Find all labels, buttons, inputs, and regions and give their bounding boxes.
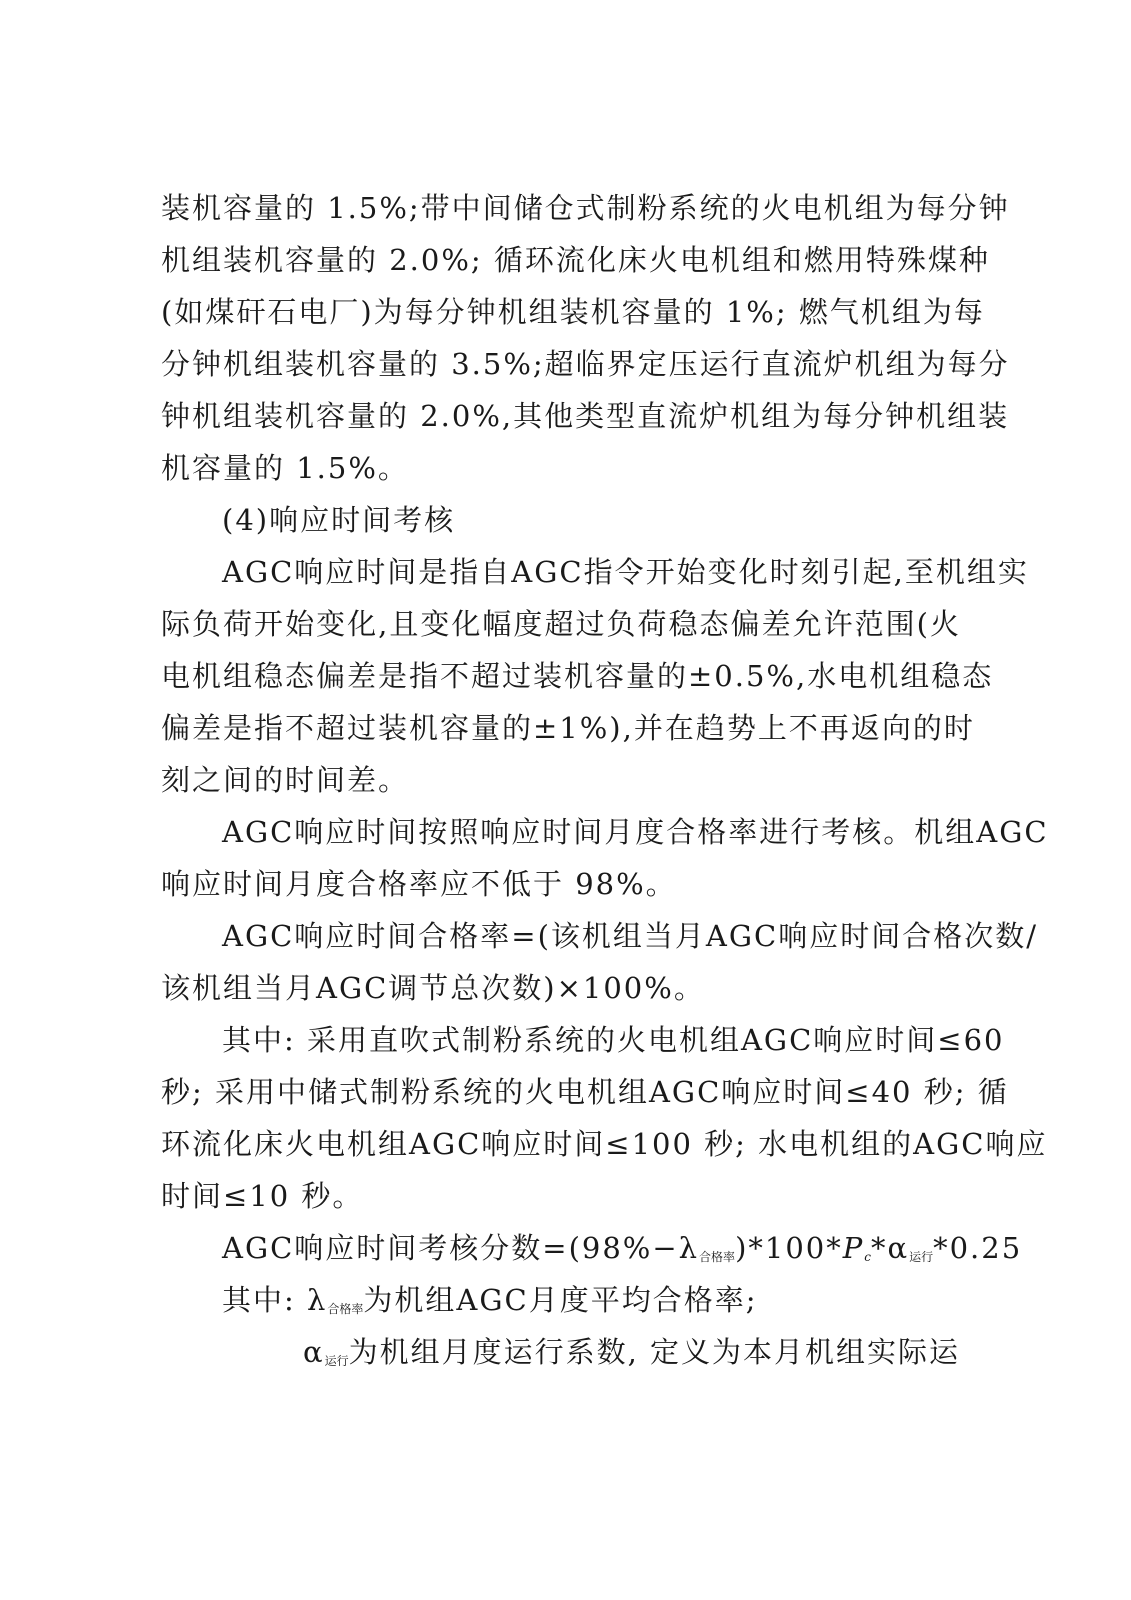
para2-line2: 际负荷开始变化,且变化幅度超过负荷稳态偏差允许范围(火 (161, 607, 961, 641)
para4-line1: AGC响应时间合格率=(该机组当月AGC响应时间合格次数/ (222, 919, 1038, 953)
formula-pc-sub: c (864, 1250, 871, 1264)
lambda-prefix: 其中: λ (222, 1283, 328, 1317)
formula-part3: *α (870, 1231, 910, 1265)
lambda-definition (222, 1270, 961, 1330)
lambda-text: 为机组AGC月度平均合格率; (363, 1283, 758, 1317)
score-formula (222, 1218, 1023, 1278)
para4-line2: 该机组当月AGC调节总次数)×100%。 (161, 971, 705, 1005)
para5-line2: 秒; 采用中储式制粉系统的火电机组AGC响应时间≤40 秒; 循 (161, 1075, 1009, 1109)
lambda-sub: 合格率 (327, 1302, 364, 1316)
para1-line6: 机容量的 1.5%。 (161, 451, 409, 485)
formula-pc: P (842, 1231, 865, 1265)
alpha-sub: 运行 (324, 1354, 349, 1368)
para3-line2: 响应时间月度合格率应不低于 98%。 (161, 867, 677, 901)
formula-part1: AGC响应时间考核分数=(98%−λ (222, 1231, 700, 1265)
alpha-prefix: α (303, 1335, 325, 1369)
formula-part2: )*100* (735, 1231, 843, 1265)
alpha-definition (303, 1322, 961, 1382)
alpha-text: 为机组月度运行系数, 定义为本月机组实际运 (348, 1335, 961, 1369)
formula-part4: *0.25 (933, 1231, 1023, 1265)
para3-line1: AGC响应时间按照响应时间月度合格率进行考核。机组AGC (222, 815, 1049, 849)
para5-line1: 其中: 采用直吹式制粉系统的火电机组AGC响应时间≤60 (222, 1023, 1005, 1057)
formula-sub-running: 运行 (909, 1250, 934, 1264)
para1-line3: (如煤矸石电厂)为每分钟机组装机容量的 1%; 燃气机组为每 (161, 295, 985, 329)
formula-sub-pass-rate: 合格率 (699, 1250, 736, 1264)
para1-line5: 钟机组装机容量的 2.0%,其他类型直流炉机组为每分钟机组装 (161, 399, 1010, 433)
para1-line2: 机组装机容量的 2.0%; 循环流化床火电机组和燃用特殊煤种 (161, 243, 990, 277)
para2-line4: 偏差是指不超过装机容量的±1%),并在趋势上不再返向的时 (161, 711, 975, 745)
para5-line4: 时间≤10 秒。 (161, 1179, 364, 1213)
section-heading-response-time: (4)响应时间考核 (222, 503, 456, 537)
para2-line5: 刻之间的时间差。 (161, 763, 410, 797)
para2-line3: 电机组稳态偏差是指不超过装机容量的±0.5%,水电机组稳态 (161, 659, 994, 693)
para1-line4: 分钟机组装机容量的 3.5%;超临界定压运行直流炉机组为每分 (161, 347, 1010, 381)
para1-line1: 装机容量的 1.5%;带中间储仓式制粉系统的火电机组为每分钟 (161, 191, 1010, 225)
para5-line3: 环流化床火电机组AGC响应时间≤100 秒; 水电机组的AGC响应 (161, 1127, 1048, 1161)
para2-line1: AGC响应时间是指自AGC指令开始变化时刻引起,至机组实 (222, 555, 1029, 589)
